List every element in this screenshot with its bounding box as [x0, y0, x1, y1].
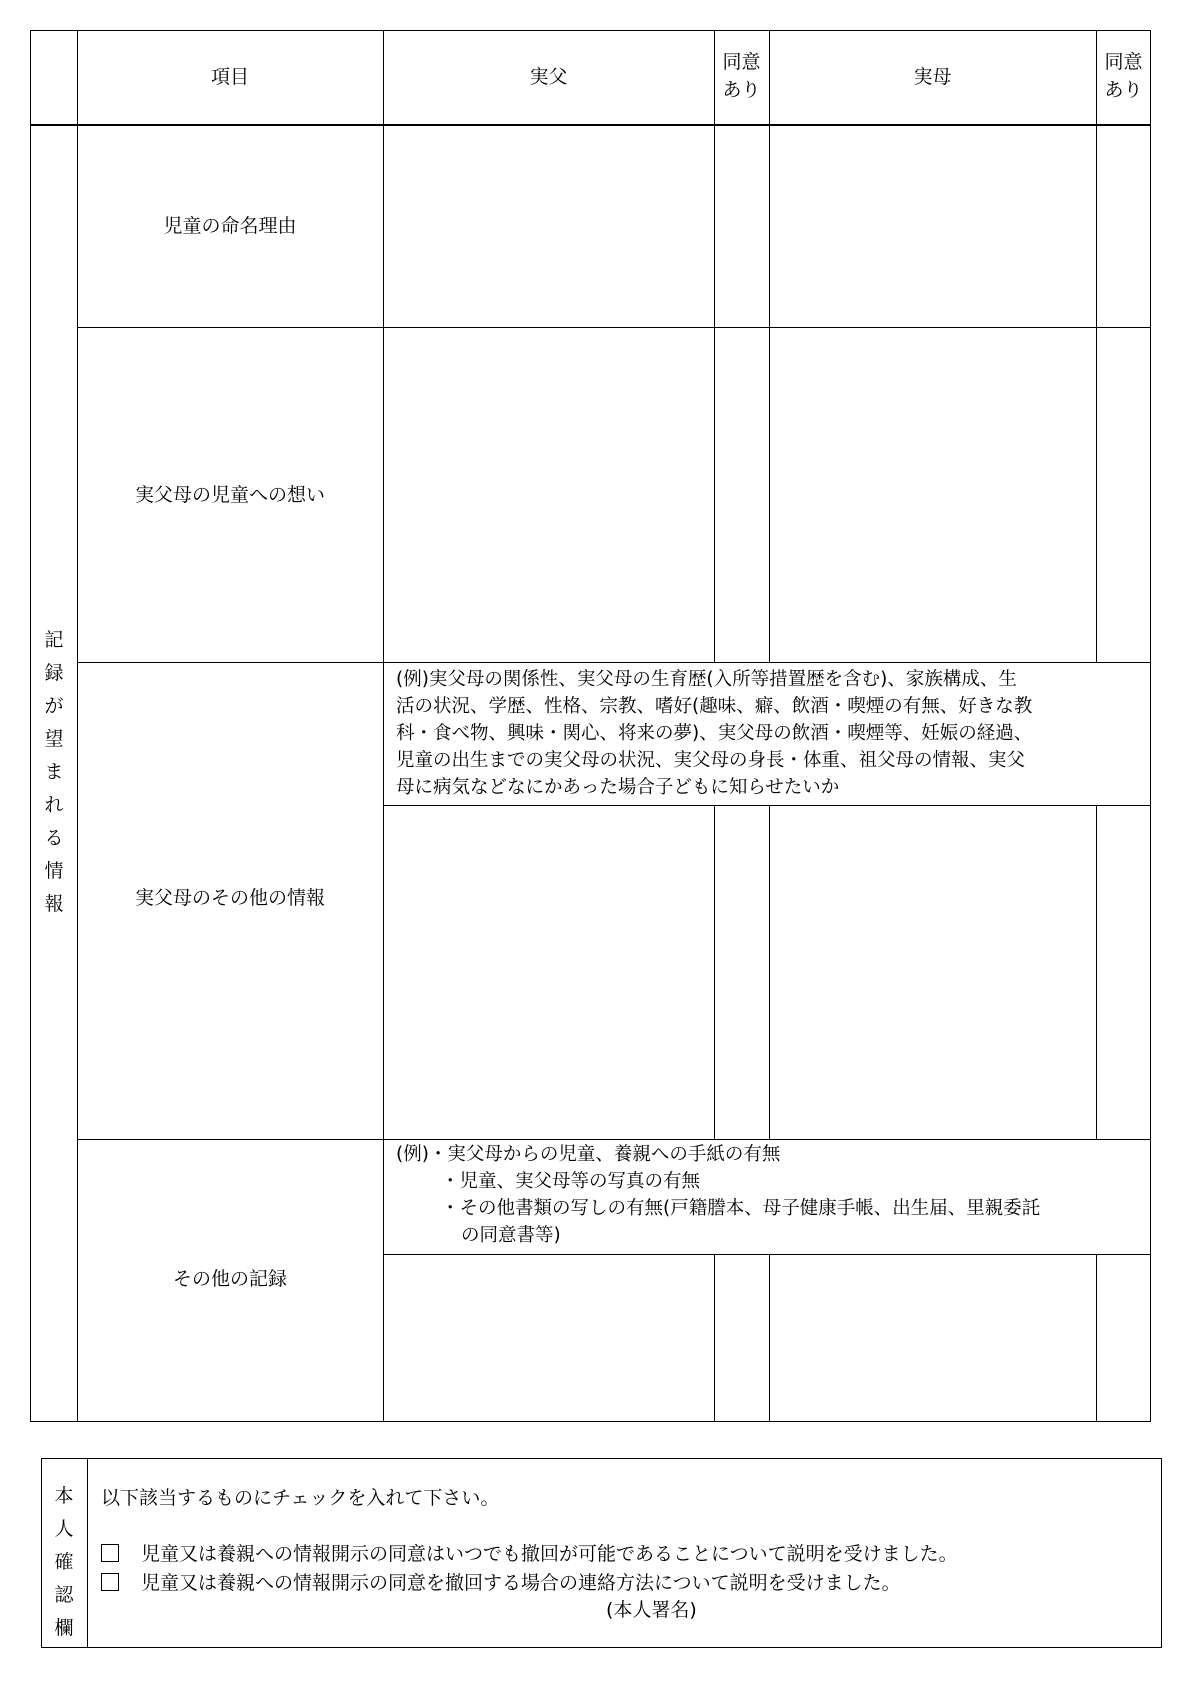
side-label: 記 録 が 望 ま れ る 情 報: [44, 629, 64, 915]
divider: [87, 1458, 88, 1648]
row-label-other-records: その他の記録: [172, 1268, 287, 1290]
header-consent-mother: 同意 あり: [1104, 51, 1143, 101]
signature-label: (本人署名): [606, 1599, 697, 1621]
example-other-records: (例)・実父母からの児童、養親への手紙の有無 ・児童、実父母等の写真の有無 ・その他書類の写しの有無(戸籍謄本、母子健康手帳、出生届、里親委託 の同意書等): [396, 1144, 1041, 1246]
checkbox[interactable]: [101, 1544, 119, 1562]
row-label-naming: 児童の命名理由: [163, 215, 297, 237]
header-item: 項目: [210, 66, 249, 88]
divider: [769, 805, 770, 1139]
row-label-other-info: 実父母のその他の情報: [134, 887, 325, 909]
divider: [383, 805, 1151, 806]
confirm-check-1[interactable]: 児童又は養親への情報開示の同意はいつでも撤回が可能であることについて説明を受けました。: [101, 1541, 958, 1568]
divider: [1096, 1254, 1097, 1422]
divider: [77, 1139, 1151, 1140]
divider: [714, 805, 715, 1139]
header-mother: 実母: [913, 66, 952, 88]
checkbox[interactable]: [101, 1573, 119, 1591]
divider: [383, 1254, 1151, 1255]
header-consent-father: 同意 あり: [722, 51, 761, 101]
divider: [714, 1254, 715, 1422]
divider: [30, 124, 1151, 126]
confirm-instruction: 以下該当するものにチェックを入れて下さい。: [101, 1487, 500, 1509]
divider: [77, 662, 1151, 663]
header-father: 実父: [529, 66, 568, 88]
divider: [1096, 805, 1097, 1139]
row-label-feelings: 実父母の児童への想い: [134, 484, 325, 506]
example-other-info: (例)実父母の関係性、実父母の生育歴(入所等措置歴を含む)、家族構成、生 活の状況、学歴、性格、宗教、嗜好(趣味、癖、飲酒・喫煙の有無、好きな教 科・食べ物、興味・関心、将来の夢)、実父母の飲酒・喫煙等、妊娠の経過、 児童の出生までの実父母の状況、実父母の身長・体重、祖父母の情報、実父 母に病気などなにかあった場合子どもに知らせたいか: [396, 669, 1033, 798]
confirm-label: 本 人 確 認 欄: [54, 1485, 74, 1639]
divider: [383, 30, 384, 1422]
divider: [77, 327, 1151, 328]
divider: [769, 1254, 770, 1422]
confirm-check-2[interactable]: 児童又は養親への情報開示の同意を撤回する場合の連絡方法について説明を受けました。: [101, 1570, 901, 1597]
